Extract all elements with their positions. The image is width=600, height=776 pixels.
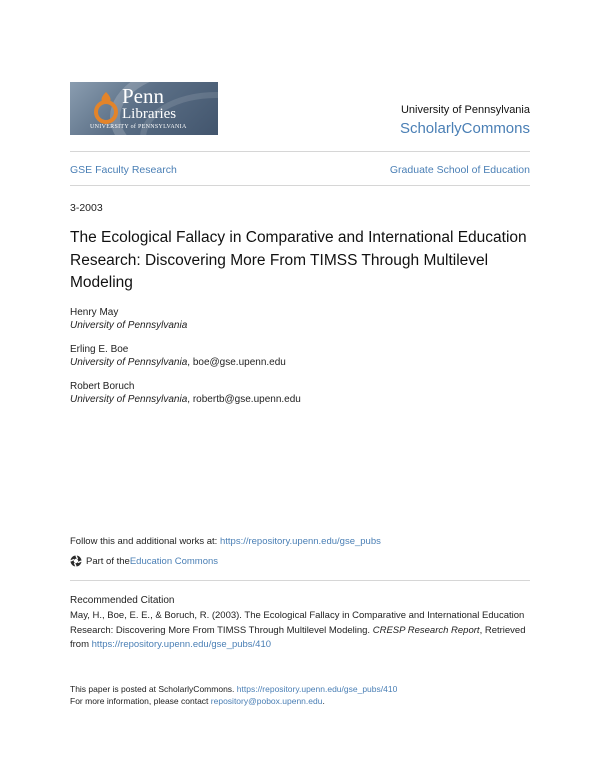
logo-title: Penn xyxy=(122,84,164,108)
follow-label: Follow this and additional works at: xyxy=(70,536,220,547)
nav-divider xyxy=(70,185,530,186)
author-name: Henry May xyxy=(70,307,119,318)
part-of-line xyxy=(70,555,218,567)
penn-flame-icon xyxy=(92,90,120,124)
follow-line xyxy=(70,536,381,547)
author-affiliation: University of Pennsylvania xyxy=(70,357,188,368)
paper-title: The Ecological Fallacy in Comparative and International Education Research: Discovering More From TIMSS Through Multilevel Modeling xyxy=(70,229,527,291)
institution-name: University of Pennsylvania xyxy=(400,104,530,116)
contact-label: For more information, please contact xyxy=(70,695,211,706)
posted-url-link[interactable]: https://repository.upenn.edu/gse_pubs/410 xyxy=(236,684,398,694)
author-entry: Robert Boruch University of Pennsylvania, robertb@gse.upenn.edu xyxy=(70,381,301,405)
part-of-label: Part of the xyxy=(86,555,130,567)
citation-retrieved: , Retrieved from xyxy=(70,624,526,650)
school-link[interactable]: Graduate School of Education xyxy=(389,164,530,176)
author-email[interactable]: robertb@gse.upenn.edu xyxy=(192,394,301,405)
penn-libraries-logo[interactable] xyxy=(70,82,218,135)
citation-heading: Recommended Citation xyxy=(70,595,175,606)
contact-end: . xyxy=(322,695,325,706)
citation-body: May, H., Boe, E. E., & Boruch, R. (2003). The Ecological Fallacy in Comparative and International Education Research: Discovering More From TIMSS Through Multilevel Modeling. xyxy=(70,610,525,636)
citation-divider xyxy=(70,580,530,581)
author-entry: Erling E. Boe University of Pennsylvania, boe@gse.upenn.edu xyxy=(70,344,286,368)
follow-url-link[interactable]: https://repository.upenn.edu/gse_pubs xyxy=(219,536,381,547)
author-affiliation: University of Pennsylvania xyxy=(70,320,188,331)
author-name: Erling E. Boe xyxy=(70,344,129,355)
author-name: Robert Boruch xyxy=(70,381,135,392)
contact-email-link[interactable]: repository@pobox.upenn.edu xyxy=(210,695,323,706)
author-affiliation: University of Pennsylvania xyxy=(70,394,188,405)
logo-tagline: UNIVERSITY of PENNSYLVANIA xyxy=(90,124,187,130)
commons-network-icon xyxy=(70,555,82,567)
footer-note xyxy=(70,684,397,707)
author-entry xyxy=(70,306,187,332)
citation-text xyxy=(70,609,532,653)
collection-link[interactable]: GSE Faculty Research xyxy=(70,164,177,176)
logo-subtitle: Libraries xyxy=(122,106,177,122)
publication-date: 3-2003 xyxy=(70,202,103,214)
education-commons-link[interactable]: Education Commons xyxy=(129,555,219,567)
scholarlycommons-link[interactable]: ScholarlyCommons xyxy=(399,120,530,137)
author-email[interactable]: boe@gse.upenn.edu xyxy=(192,357,286,368)
header-divider xyxy=(70,151,530,152)
posted-label: This paper is posted at ScholarlyCommons. xyxy=(70,684,237,694)
citation-journal: CRESP Research Report xyxy=(372,624,480,636)
citation-url-link[interactable]: https://repository.upenn.edu/gse_pubs/410 xyxy=(91,639,272,650)
